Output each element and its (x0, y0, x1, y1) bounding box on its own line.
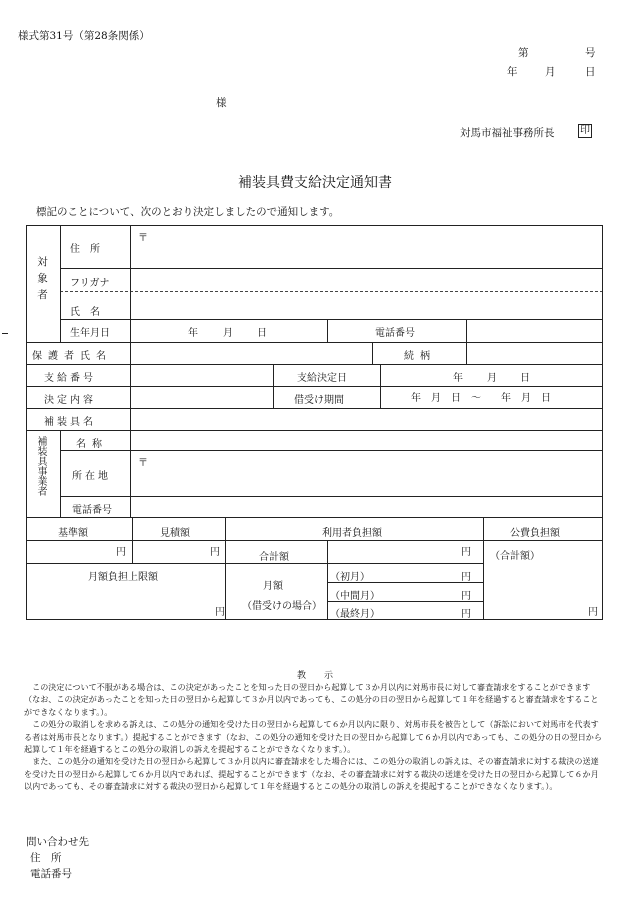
middle-month-label: （中間月） (330, 591, 380, 602)
pd-month: 月 (487, 373, 497, 384)
addressee-suffix: 様 (216, 97, 227, 109)
standard-yen: 円 (116, 547, 126, 558)
birth-year: 年 (188, 328, 198, 339)
estimate-amount-label: 見積額 (160, 528, 190, 539)
seal-stamp: 印 (580, 125, 590, 136)
provider-group-label: 補装具事業者 (35, 436, 46, 496)
guardian-label: 保護者氏名 (32, 351, 112, 362)
margin-mark (2, 333, 8, 334)
address-postal-mark: 〒 (138, 233, 148, 244)
standard-amount-label: 基準額 (58, 528, 88, 539)
furigana-label: フリガナ (70, 278, 110, 289)
monthly-label: 月額 (263, 581, 283, 592)
doc-number-suffix: 号 (585, 47, 596, 59)
form-number: 様式第31号（第28条関係） (18, 30, 150, 42)
monthly-cap-label: 月額負担上限額 (88, 572, 158, 583)
doc-number-prefix: 第 (518, 47, 529, 59)
date-day: 日 (585, 66, 596, 78)
pd-year: 年 (453, 373, 463, 384)
middle-month-yen: 円 (461, 591, 471, 602)
birth-day: 日 (257, 328, 267, 339)
last-month-label: （最終月） (330, 609, 380, 620)
public-burden-label: 公費負担額 (510, 528, 560, 539)
contact-phone-label: 電話番号 (30, 868, 72, 880)
decision-content-label: 決定内容 (44, 395, 96, 406)
relation-label: 続柄 (404, 351, 436, 362)
pd-day: 日 (520, 373, 530, 384)
payment-number-label: 支給番号 (44, 373, 96, 384)
lease-case-label: （借受けの場合） (242, 601, 322, 612)
first-month-label: （初月） (330, 572, 370, 583)
public-total-label: （合計額） (490, 551, 540, 562)
subject-group-label: 対象者 (36, 256, 48, 306)
notice-body (24, 681, 602, 793)
issuer: 対馬市福祉事務所長 (460, 127, 555, 139)
notice-heading-row (0, 668, 630, 681)
provider-postal-mark: 〒 (138, 458, 148, 469)
notice-paragraph-2: この処分の取消しを求める訴えは、この処分の通知を受けた日の翌日から起算して６か月以内に限り、対馬市長を被告として（訴訟において対馬市を代表する者は対馬市長となります。）提起することができます（なお、この処分の通知を受けた日の翌日から起算して６か月以内であっても、この処分の日の翌日から起算して１年を経過するとこの処分の取消しの訴えを提起することができなくなります。）。 (24, 719, 602, 755)
provider-phone-label: 電話番号 (72, 505, 112, 516)
title-row (0, 172, 630, 192)
provider-location-label: 所在地 (72, 471, 111, 482)
notice-paragraph-1: この決定について不服がある場合は、この決定があったことを知った日の翌日から起算して３か月以内に対馬市長に対して審査請求をすることができます（なお、この決定があったことを知った日の翌日から起算して３か月以内であっても、この処分の日の翌日から起算して１年を経過すると審査請求をすることができなくなります。）。 (24, 682, 599, 717)
phone-label: 電話番号 (375, 328, 415, 339)
date-month: 月 (545, 66, 556, 78)
total-yen: 円 (461, 547, 471, 558)
first-month-yen: 円 (461, 572, 471, 583)
notice-heading: 教 示 (296, 671, 333, 681)
page-title: 補装具費支給決定通知書 (238, 175, 392, 191)
intro-text: 標記のことについて、次のとおり決定しましたので通知します。 (36, 206, 340, 218)
payment-decision-date-label: 支給決定日 (297, 373, 347, 384)
device-name-label: 補装具名 (44, 417, 96, 428)
monthly-cap-yen: 円 (215, 607, 225, 618)
contact-address-label: 住 所 (30, 852, 62, 864)
notice-paragraph-3: また、この処分の通知を受けた日の翌日から起算して３か月以内に審査請求をした場合には、この処分の取消しの訴えは、その審査請求に対する裁決の送達を受けた日の翌日から起算して６か月以内であれば、提起することができます（なお、その審査請求に対する裁決の送達を受けた日の翌日から起算して６か月以内であっても、その審査請求に対する裁決の翌日から起算して１年を経過するとこの処分の取消しの訴えを提起することができなくなります。）。 (24, 756, 599, 792)
contact-heading: 問い合わせ先 (26, 836, 89, 848)
date-year: 年 (507, 66, 518, 78)
birth-month: 月 (223, 328, 233, 339)
provider-name-label: 名称 (76, 439, 108, 450)
lease-range: 年 月 日 ～ 年 月 日 (411, 393, 551, 404)
birthdate-label: 生年月日 (70, 328, 110, 339)
lease-period-label: 借受け期間 (294, 395, 344, 406)
estimate-yen: 円 (210, 547, 220, 558)
address-label: 住 所 (70, 244, 100, 255)
user-burden-label: 利用者負担額 (322, 528, 382, 539)
public-yen: 円 (588, 607, 598, 618)
name-label: 氏 名 (70, 307, 100, 318)
total-label: 合計額 (259, 552, 289, 563)
last-month-yen: 円 (461, 609, 471, 620)
